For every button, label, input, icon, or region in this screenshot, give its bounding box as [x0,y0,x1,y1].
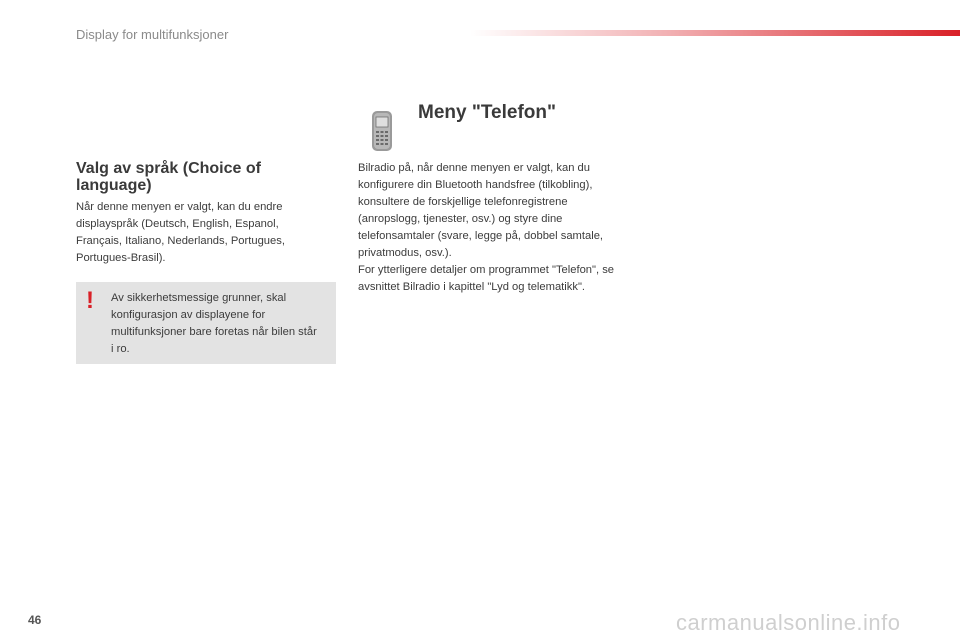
telefon-paragraph-2: For ytterligere detaljer om programmet "Telefon", se avsnittet Bilradio i kapittel "Lyd og telematikk". [358,264,615,293]
telefon-paragraph [358,160,623,296]
warning-box [76,282,336,364]
telefon-paragraph-1: Bilradio på, når denne menyen er valgt, kan du konfigurere din Bluetooth handsfree (tilkobling), konsultere de forskjellige telefonregistrene (anropslogg, tjenester, osv.) og styre dine telefonsamtaler (svare, legge på, dobbel samtale, privatmodus, osv.). [358,162,604,259]
page-number: 46 [28,613,42,627]
language-heading: Valg av språk (Choice of language) [76,160,261,194]
watermark: carmanualsonline.info [676,610,901,635]
section-title: Display for multifunksjoner [76,27,229,42]
warning-exclamation-icon: ! [86,287,94,314]
language-paragraph: Når denne menyen er valgt, kan du endre displayspråk (Deutsch, English, Espanol, Français, Italiano, Nederlands, Portugues, Portugues-Brasil). [76,201,285,264]
phone-icon [370,110,394,152]
telefon-heading: Meny "Telefon" [418,102,557,123]
warning-text: Av sikkerhetsmessige grunner, skal konfigurasjon av displayene for multifunksjoner bare foretas når bilen står i ro. [111,292,317,355]
header-accent-bar [470,30,960,36]
